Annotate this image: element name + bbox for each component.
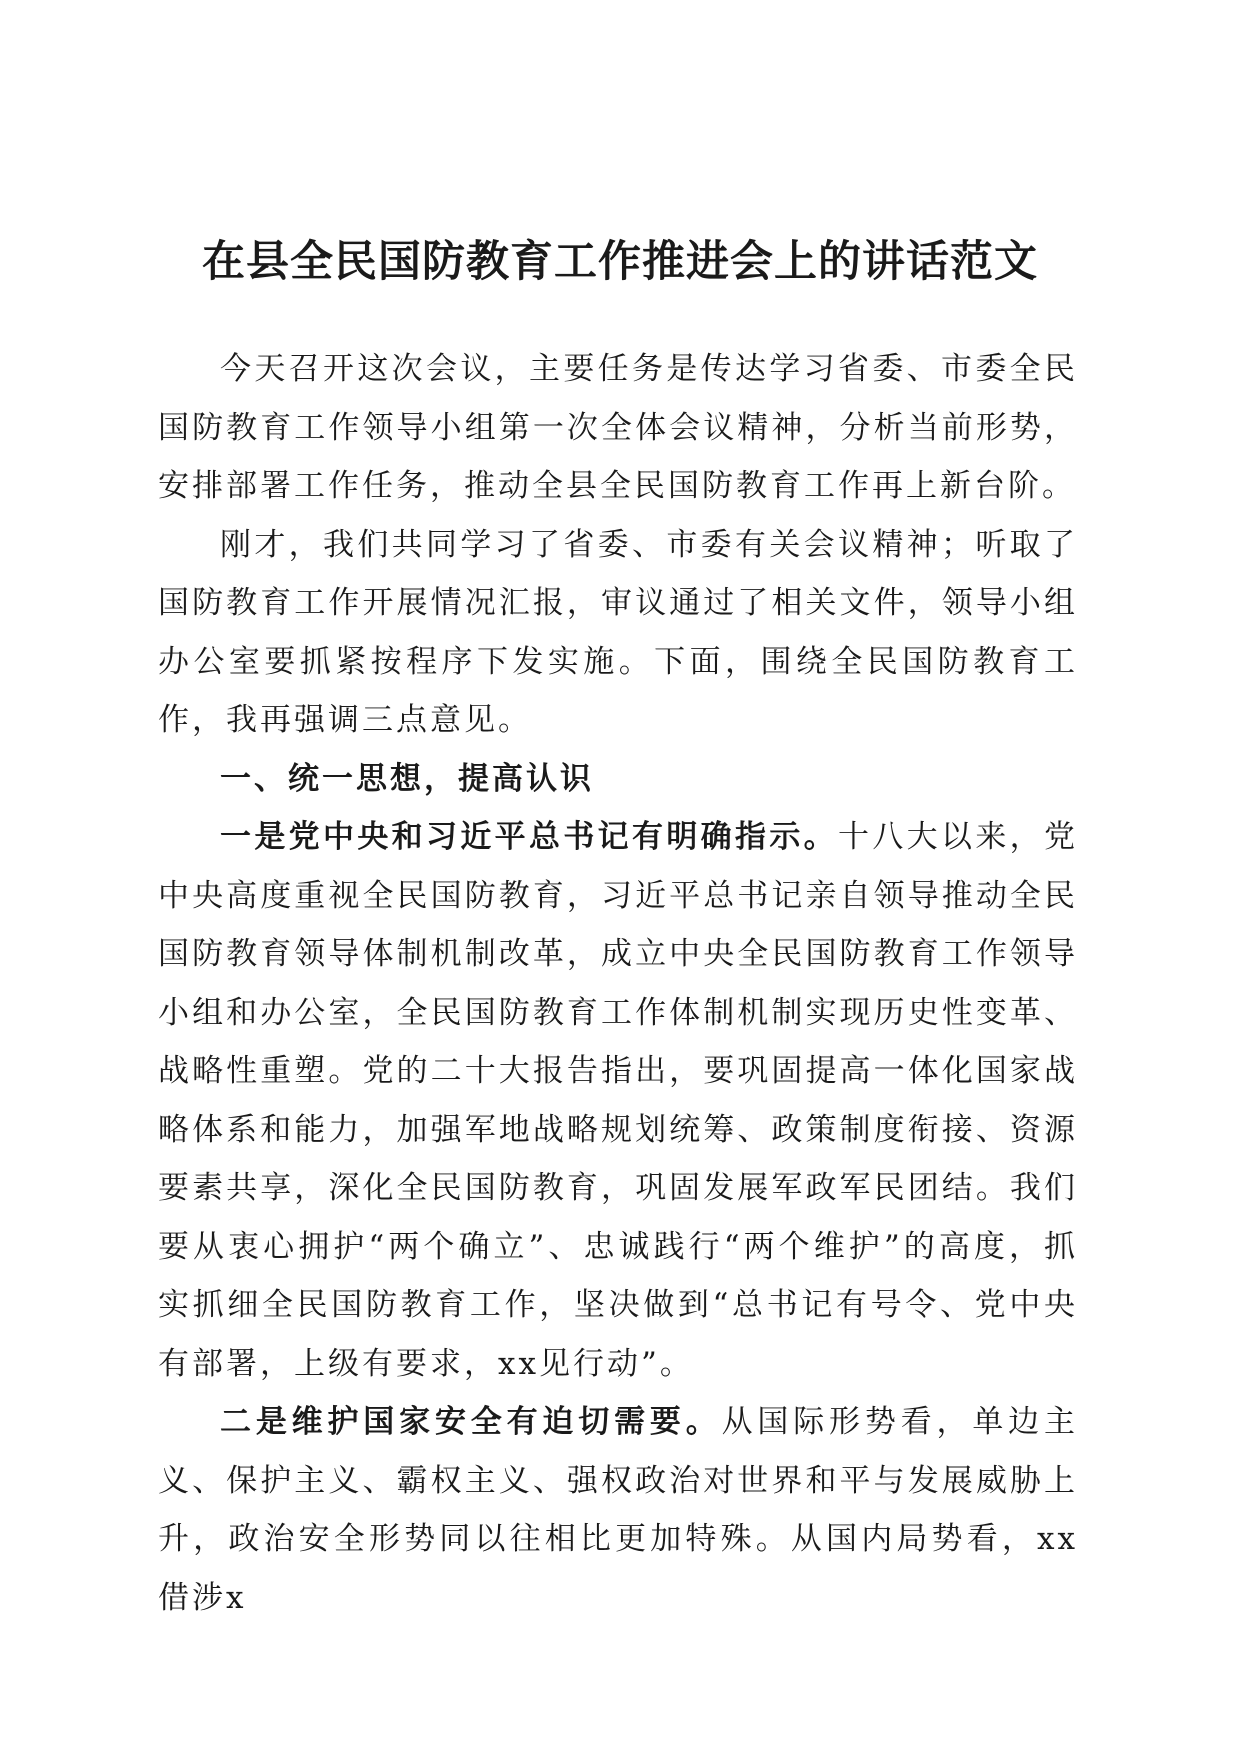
paragraph-summary: 刚才，我们共同学习了省委、市委有关会议精神；听取了国防教育工作开展情况汇报，审议通过了相关文件，领导小组办公室要抓紧按程序下发实施。下面，围绕全民国防教育工作，我再强调三点意见。 [158,526,1078,738]
point-2-lead: 二是维护国家安全有迫切需要。 [220,1404,722,1440]
point-1-paragraph [158,808,1078,1393]
paragraph-intro: 今天召开这次会议，主要任务是传达学习省委、市委全民国防教育工作领导小组第一次全体会议精神，分析当前形势，安排部署工作任务，推动全县全民国防教育工作再上新台阶。 [158,351,1078,504]
point-2-paragraph [158,1393,1078,1627]
point-1-text: 十八大以来，党中央高度重视全民国防教育，习近平总书记亲自领导推动全民国防教育领导体制机制改革，成立中央全民国防教育工作领导小组和办公室，全民国防教育工作体制机制实现历史性变革、战略性重塑。党的二十大报告指出，要巩固提高一体化国家战略体系和能力，加强军地战略规划统筹、政策制度衔接、资源要素共享，深化全民国防教育，巩固发展军政军民团结。我们要从衷心拥护“两个确立”、忠诚践行“两个维护”的高度，抓实抓细全民国防教育工作，坚决做到“总书记有号令、党中央有部署，上级有要求，xx见行动”。 [158,819,1078,1382]
section-heading-1: 一、统一思想，提高认识 [220,760,594,797]
document-title: 在县全民国防教育工作推进会上的讲话范文 [202,237,1038,287]
document-body [158,340,1078,1627]
point-1-lead: 一是党中央和习近平总书记有明确指示。 [220,819,838,855]
point-2-text: 从国际形势看，单边主义、保护主义、霸权主义、强权政治对世界和平与发展威胁上升，政治安全形势同以往相比更加特殊。从国内局势看，xx借涉x [158,1404,1079,1616]
